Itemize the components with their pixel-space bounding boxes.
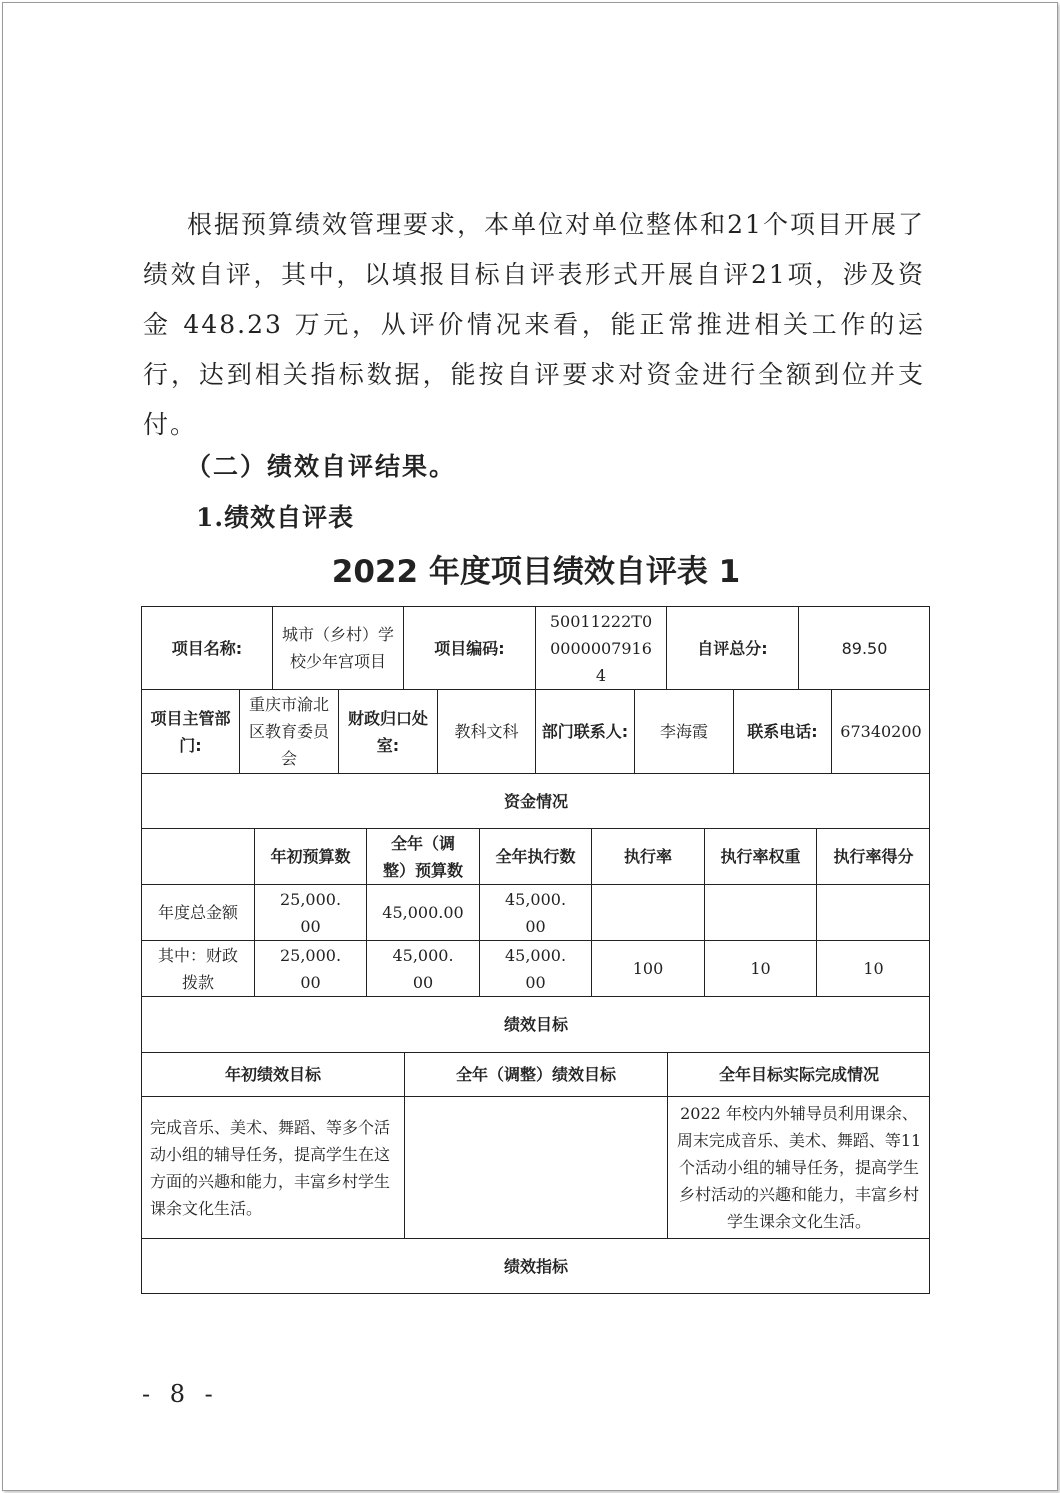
project-code-value: 50011222T000000079164 — [536, 607, 667, 690]
funds-row-total-executed: 45,000.00 — [480, 885, 592, 941]
funds-row-total-rate — [592, 885, 705, 941]
contact-value: 李海霞 — [635, 690, 734, 774]
funds-header-initial: 年初预算数 — [255, 829, 367, 885]
funds-header-executed: 全年执行数 — [480, 829, 592, 885]
phone-label: 联系电话: — [734, 690, 832, 774]
project-name-label: 项目名称: — [142, 607, 273, 690]
performance-table — [141, 606, 930, 1294]
funds-row-total-adjusted: 45,000.00 — [367, 885, 480, 941]
funds-row-total-label: 年度总金额 — [142, 885, 255, 941]
phone-value: 67340200 — [832, 690, 930, 774]
funds-row-total-weight — [705, 885, 817, 941]
funds-row-fiscal-label: 其中：财政拨款 — [142, 941, 255, 997]
dept-label: 项目主管部门: — [142, 690, 240, 774]
finance-office-label: 财政归口处室: — [339, 690, 438, 774]
funds-row-total-initial: 25,000.00 — [255, 885, 367, 941]
finance-office-value: 教科文科 — [438, 690, 536, 774]
funds-row-fiscal-executed: 45,000.00 — [480, 941, 592, 997]
project-code-label: 项目编码: — [404, 607, 536, 690]
funds-row-fiscal-initial: 25,000.00 — [255, 941, 367, 997]
funds-row-fiscal-weight: 10 — [705, 941, 817, 997]
goals-header-actual: 全年目标实际完成情况 — [668, 1053, 930, 1097]
project-name-value: 城市（乡村）学校少年宫项目 — [273, 607, 404, 690]
dept-value: 重庆市渝北区教育委员会 — [240, 690, 339, 774]
indicators-section-title: 绩效指标 — [503, 1257, 568, 1276]
score-value: 89.50 — [799, 607, 930, 690]
score-label: 自评总分: — [667, 607, 799, 690]
page-number: - 8 - — [142, 1380, 219, 1408]
funds-row-total-score — [817, 885, 930, 941]
funds-header-rate: 执行率 — [592, 829, 705, 885]
funds-header-adjusted: 全年（调整）预算数 — [367, 829, 480, 885]
funds-header-blank — [142, 829, 255, 885]
goals-actual-text: 2022 年校内外辅导员利用课余、周末完成音乐、美术、舞蹈、等11 个活动小组的辅导任务，提高学生乡村活动的兴趣和能力，丰富乡村学生课余文化生活。 — [668, 1097, 930, 1239]
goals-section-title: 绩效目标 — [142, 997, 930, 1053]
funds-row-fiscal-rate: 100 — [592, 941, 705, 997]
funds-header-weight: 执行率权重 — [705, 829, 817, 885]
goals-initial-text: 完成音乐、美术、舞蹈、等多个活动小组的辅导任务，提高学生在这方面的兴趣和能力，丰富乡村学生课余文化生活。 — [142, 1097, 405, 1239]
contact-label: 部门联系人: — [536, 690, 635, 774]
funds-header-score: 执行率得分 — [817, 829, 930, 885]
goals-adjusted-text — [405, 1097, 668, 1239]
funds-row-fiscal-adjusted: 45,000.00 — [367, 941, 480, 997]
table-title: 2022 年度项目绩效自评表 1 — [331, 554, 741, 590]
subsection-heading: 1.绩效自评表 — [196, 503, 355, 532]
section-heading: （二）绩效自评结果。 — [186, 452, 457, 481]
intro-paragraph: 根据预算绩效管理要求，本单位对单位整体和21个项目开展了绩效自评，其中，以填报目标自评表形式开展自评21项，涉及资金 448.23 万元，从评价情况来看，能正常推进相关工作的运行，达到相关指标数据，能按自评要求对资金进行全额到位并支付。 — [143, 210, 925, 439]
goals-header-adjusted: 全年（调整）绩效目标 — [405, 1053, 668, 1097]
funds-section-title: 资金情况 — [142, 774, 930, 829]
funds-row-fiscal-score: 10 — [817, 941, 930, 997]
goals-header-initial: 年初绩效目标 — [142, 1053, 405, 1097]
